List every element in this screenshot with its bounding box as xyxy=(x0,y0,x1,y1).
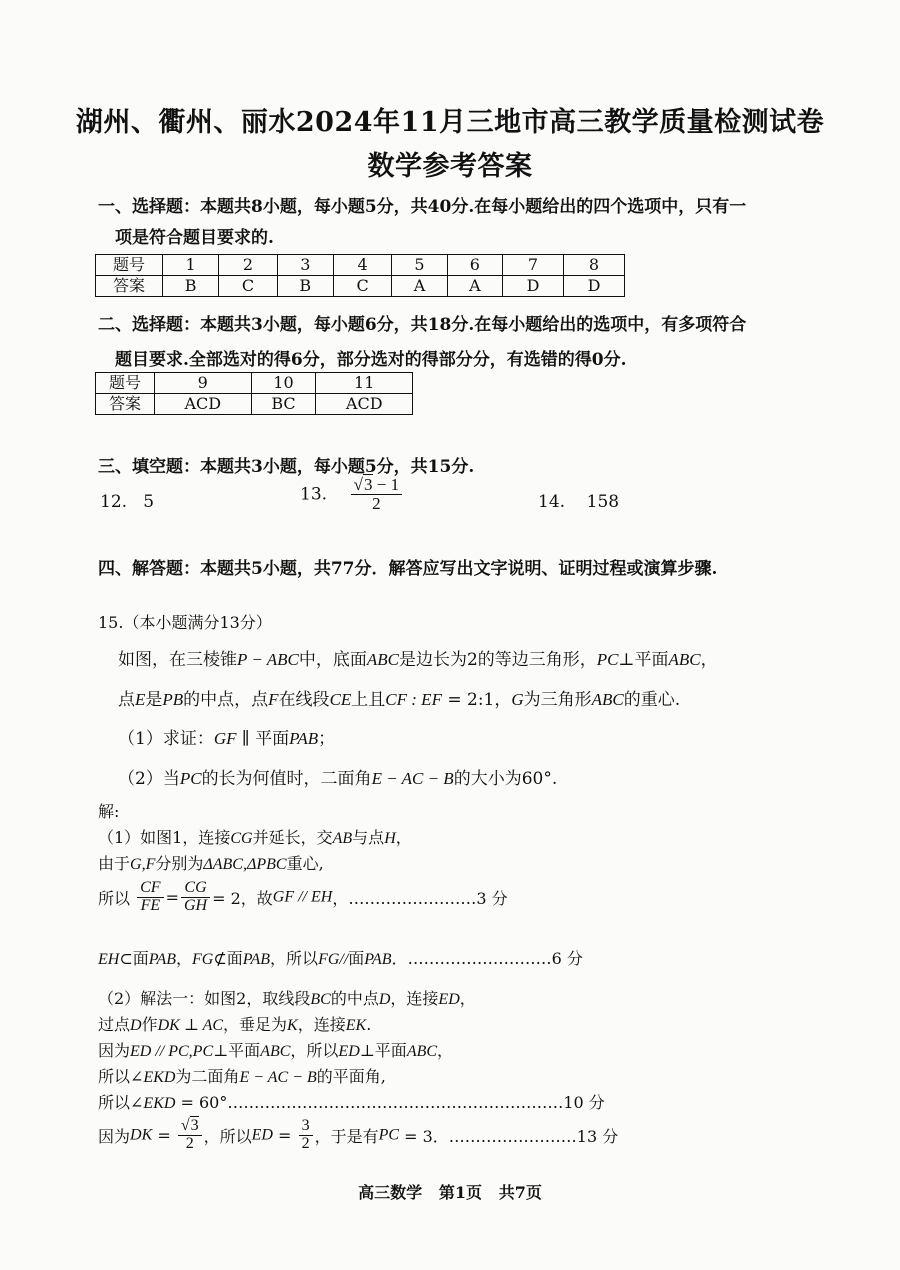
document-title: 湖州、衢州、丽水2024年11月三地市高三教学质量检测试卷 xyxy=(75,107,825,138)
method1-line2: 过点D作DK ⊥ AC，垂足为K，连接EK. xyxy=(98,1015,372,1034)
answer-cell: D xyxy=(563,276,624,297)
answer-cell: ACD xyxy=(316,394,413,415)
method1-line1: （2）解法一：如图2，取线段BC的中点D，连接ED， xyxy=(98,989,476,1008)
section2-answer-table xyxy=(95,372,413,415)
method1-line6: 因为DK = $\frac{√3}{2}$ ，所以ED = $\frac{3}{2}$ ，于是有PC = 3．……………………13 分 xyxy=(98,1117,619,1152)
q14-label: 14. xyxy=(538,492,566,512)
question-number: 6 xyxy=(447,255,502,276)
question-number: 4 xyxy=(333,255,391,276)
answer-row xyxy=(96,276,625,297)
problem15-header: 15.（本小题满分13分） xyxy=(98,613,272,632)
answer-row xyxy=(96,394,413,415)
fraction-cf-fe: $\frac{CF}{FE}$ xyxy=(137,880,163,915)
solution-step1: （1）如图1，连接CG并延长，交AB与点H， xyxy=(98,828,412,847)
solution-label: 解: xyxy=(98,802,120,821)
q12-answer: 5 xyxy=(143,492,155,512)
answer-cell: A xyxy=(392,276,447,297)
question-number-row xyxy=(96,373,413,394)
row-label: 答案 xyxy=(96,276,163,297)
section3-heading: 三、填空题：本题共3小题，每小题5分，共15分. xyxy=(98,457,475,477)
problem15-statement-line1: 如图，在三棱锥P − ABC中，底面ABC是边长为2的等边三角形，PC⊥平面ABC， xyxy=(118,650,718,670)
fraction-cg-gh: $\frac{CG}{GH}$ xyxy=(181,880,210,915)
q13-fraction: $\frac{√3 - 1}{2}$ xyxy=(351,476,402,513)
problem15-part1: （1）求证：GF ∥ 平面PAB； xyxy=(118,729,336,749)
answer-cell: B xyxy=(277,276,333,297)
question-number: 3 xyxy=(277,255,333,276)
answer-q13 xyxy=(300,476,404,513)
problem15-statement-line2: 点E是PB的中点，点F在线段CE上且CF : EF = 2:1，G为三角形ABC的重心. xyxy=(118,690,681,710)
question-number: 2 xyxy=(219,255,277,276)
question-number: 11 xyxy=(316,373,413,394)
section4-heading: 四、解答题：本题共5小题，共77分．解答应写出文字说明、证明过程或演算步骤. xyxy=(98,559,718,579)
question-number-row xyxy=(96,255,625,276)
answer-q14 xyxy=(538,492,619,512)
answer-cell: ACD xyxy=(155,394,252,415)
method1-line4: 所以∠EKD为二面角E − AC − B的平面角, xyxy=(98,1067,386,1086)
solution-step2: 由于G,F分别为ΔABC,ΔPBC重心, xyxy=(98,854,324,873)
answer-cell: D xyxy=(503,276,564,297)
row-label: 题号 xyxy=(96,373,155,394)
row-label: 题号 xyxy=(96,255,163,276)
problem15-part2: （2）当PC的长为何值时，二面角E − AC − B的大小为60°. xyxy=(118,769,558,789)
fraction-sqrt3-over-2: $\frac{√3}{2}$ xyxy=(178,1118,202,1153)
answer-cell: BC xyxy=(251,394,316,415)
section1-answer-table xyxy=(95,254,625,297)
section1-heading-line1: 一、选择题：本题共8小题，每小题5分，共40分.在每小题给出的四个选项中，只有一 xyxy=(98,197,747,217)
row-label: 答案 xyxy=(96,394,155,415)
question-number: 5 xyxy=(392,255,447,276)
question-number: 8 xyxy=(563,255,624,276)
q14-answer: 158 xyxy=(586,492,620,512)
question-number: 7 xyxy=(503,255,564,276)
answer-cell: C xyxy=(333,276,391,297)
answer-cell: B xyxy=(163,276,219,297)
section2-heading-line1: 二、选择题：本题共3小题，每小题6分，共18分.在每小题给出的选项中，有多项符合 xyxy=(98,315,747,335)
answer-q12 xyxy=(100,492,154,512)
question-number: 1 xyxy=(163,255,219,276)
solution-step3: 所以 $\frac{CF}{FE}$ = $\frac{CG}{GH}$ = 2，故GF // EH，……………………3 分 xyxy=(98,879,508,914)
question-number: 10 xyxy=(251,373,316,394)
section1-heading-line2: 项是符合题目要求的. xyxy=(115,228,274,248)
q13-label: 13. xyxy=(300,484,328,505)
section2-heading-line2: 题目要求.全部选对的得6分，部分选对的得部分分，有选错的得0分. xyxy=(115,350,627,370)
fraction-3-over-2: $\frac{3}{2}$ xyxy=(299,1118,313,1153)
page-footer: 高三数学 第1页 共7页 xyxy=(358,1183,542,1202)
q12-label: 12. xyxy=(100,492,128,512)
method1-line3: 因为ED // PC,PC⊥平面ABC，所以ED⊥平面ABC， xyxy=(98,1041,454,1060)
answer-cell: A xyxy=(447,276,502,297)
answer-cell: C xyxy=(219,276,277,297)
document-subtitle: 数学参考答案 xyxy=(367,151,533,182)
question-number: 9 xyxy=(155,373,252,394)
solution-step4: EH⊂面PAB，FG⊄面PAB，所以FG//面PAB．………………………6 分 xyxy=(98,949,583,968)
method1-line5: 所以∠EKD = 60°………………………………………………………10 分 xyxy=(98,1093,605,1112)
